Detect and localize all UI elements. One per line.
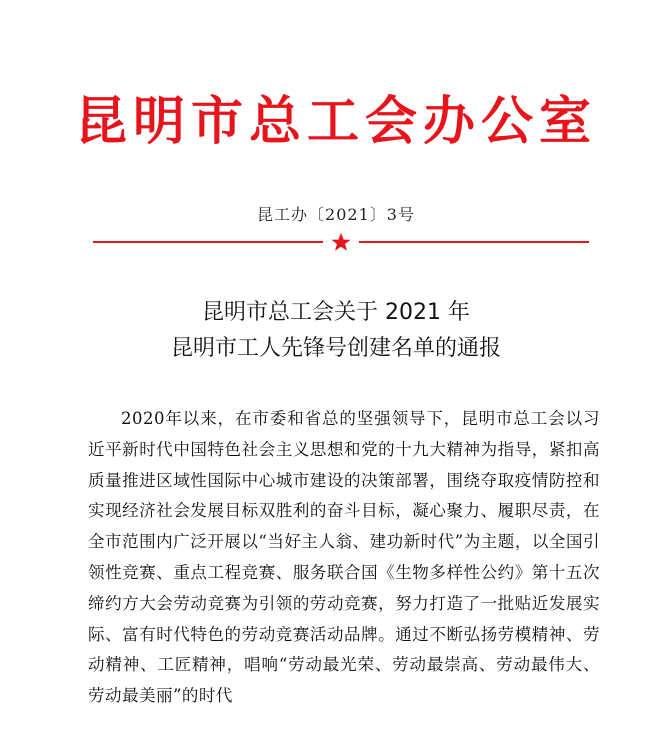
masthead-organization: 昆明市总工会办公室: [74, 91, 597, 152]
title-line-2: 昆明市工人先锋号创建名单的通报: [170, 336, 501, 361]
red-divider: [93, 232, 589, 252]
document-number: 昆工办〔2021〕3号: [257, 205, 415, 224]
body-paragraph: 2020年以来，在市委和省总的坚强领导下，昆明市总工会以习近平新时代中国特色社会主义思想和党的十九大精神为指导，紧扣高质量推进区域性国际中心城市建设的决策部署，围绕夺取疫情防控和实现经济社会发展目标双胜利的奋斗目标，凝心聚力、履职尽责，在全市范围内广泛开展以“当好主人翁、建功新时代”为主题，以全国引领性竞赛、重点工程竞赛、服务联合国《生物多样性公约》第十五次缔约方大会劳动竞赛为引领的劳动竞赛，努力打造了一批贴近发展实际、富有时代特色的劳动竞赛活动品牌。通过不断弘扬劳模精神、劳动精神、工匠精神，唱响“劳动最光荣、劳动最崇高、劳动最伟大、劳动最美丽”的时代: [88, 409, 600, 706]
red-star-icon: [329, 232, 353, 252]
divider-line-left: [93, 241, 323, 243]
document-title: [0, 295, 672, 367]
title-line-1: 昆明市总工会关于 2021 年: [202, 300, 470, 325]
divider-line-right: [359, 241, 589, 243]
